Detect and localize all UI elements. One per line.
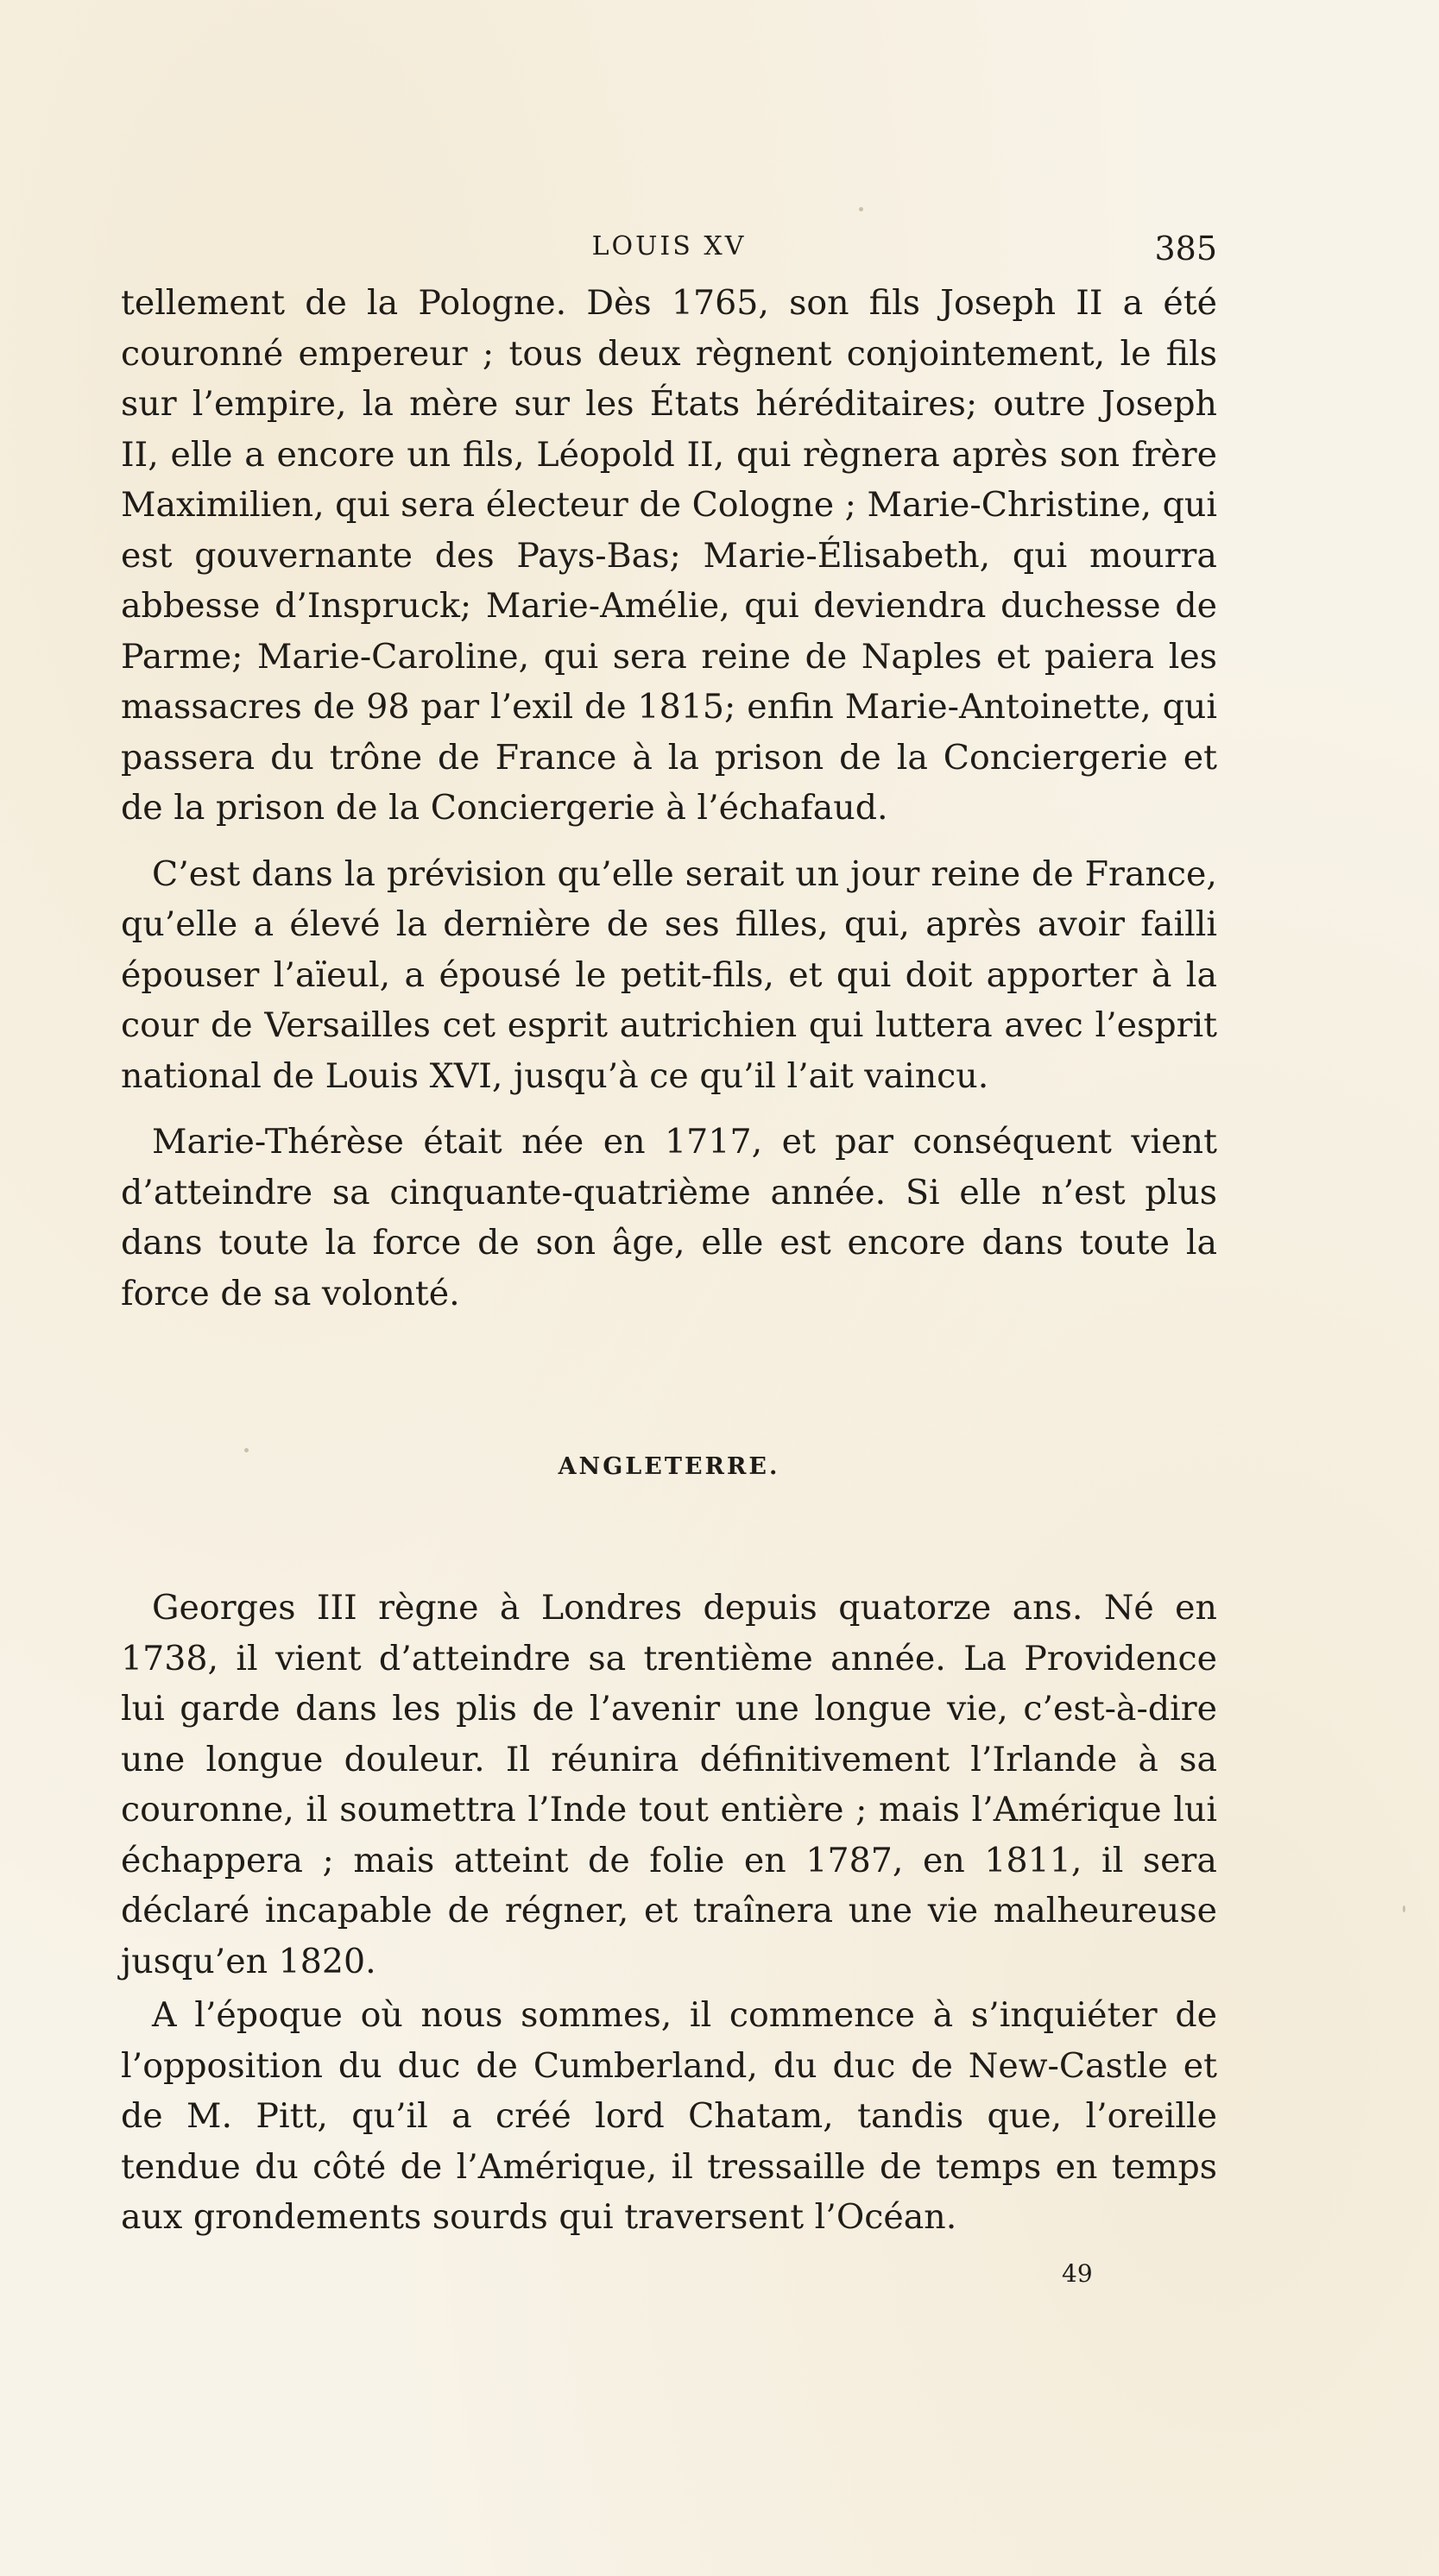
page-header (121, 230, 1217, 268)
running-title: LOUIS XV (591, 231, 747, 261)
paragraph: tellement de la Pologne. Dès 1765, son fils Joseph II a été couronné empereur ; tous deux règnent conjointement, le fils sur l’empire, la mère sur les États héréditaires; outre Joseph II, elle a encore un fils, Léopold II, qui règnera après son frère Maximilien, qui sera électeur de Cologne ; Marie-Christine, qui est gouvernante des Pays-Bas; Marie-Élisabeth, qui mourra abbesse d’Inspruck; Marie-Amélie, qui deviendra duchesse de Parme; Marie-Caroline, qui sera reine de Naples et paiera les massacres de 98 par l’exil de 1815; enfin Marie-Antoinette, qui passera du trône de France à la prison de la Conciergerie et de la prison de la Conciergerie à l’échafaud. (121, 283, 1217, 828)
section-text (121, 1583, 1217, 2243)
paragraph: Marie-Thérèse était née en 1717, et par conséquent vient d’atteindre sa cinquante-quatrième année. Si elle n’est plus dans toute la force de son âge, elle est encore dans toute la force de sa volonté. (121, 1122, 1217, 1313)
paper-speck (244, 1448, 249, 1452)
paragraph: A l’époque où nous sommes, il commence à s’inquiéter de l’opposition du duc de Cumberland, du duc de New-Castle et de M. Pitt, qu’il a créé lord Chatam, tandis que, l’oreille tendue du côté de l’Amérique, il tressaille de temps en temps aux grondements sourds qui traversent l’Océan. (121, 1995, 1217, 2237)
paragraph: C’est dans la prévision qu’elle serait un jour reine de France, qu’elle a élevé la dernière de ses filles, qui, après avoir failli épouser l’aïeul, a épousé le petit-fils, et qui doit apporter à la cour de Versailles cet esprit autrichien qui luttera avec l’esprit national de Louis XVI, jusqu’à ce qu’il l’ait vaincu. (121, 853, 1217, 1096)
section-heading: ANGLETERRE. (558, 1453, 780, 1480)
paper-speck (1403, 1905, 1405, 1912)
main-text (121, 278, 1217, 1319)
paragraph: Georges III règne à Londres depuis quatorze ans. Né en 1738, il vient d’atteindre sa trentième année. La Providence lui garde dans les plis de l’avenir une longue vie, c’est-à-dire une longue douleur. Il réunira définitivement l’Irlande à sa couronne, il soumettra l’Inde tout entière ; mais l’Amérique lui échappera ; mais atteint de folie en 1787, en 1811, il sera déclaré incapable de régner, et traînera une vie malheureuse jusqu’en 1820. (121, 1588, 1217, 1981)
signature-mark: 49 (1062, 2259, 1093, 2288)
page-number: 385 (1154, 230, 1217, 268)
paper-speck (859, 207, 863, 211)
